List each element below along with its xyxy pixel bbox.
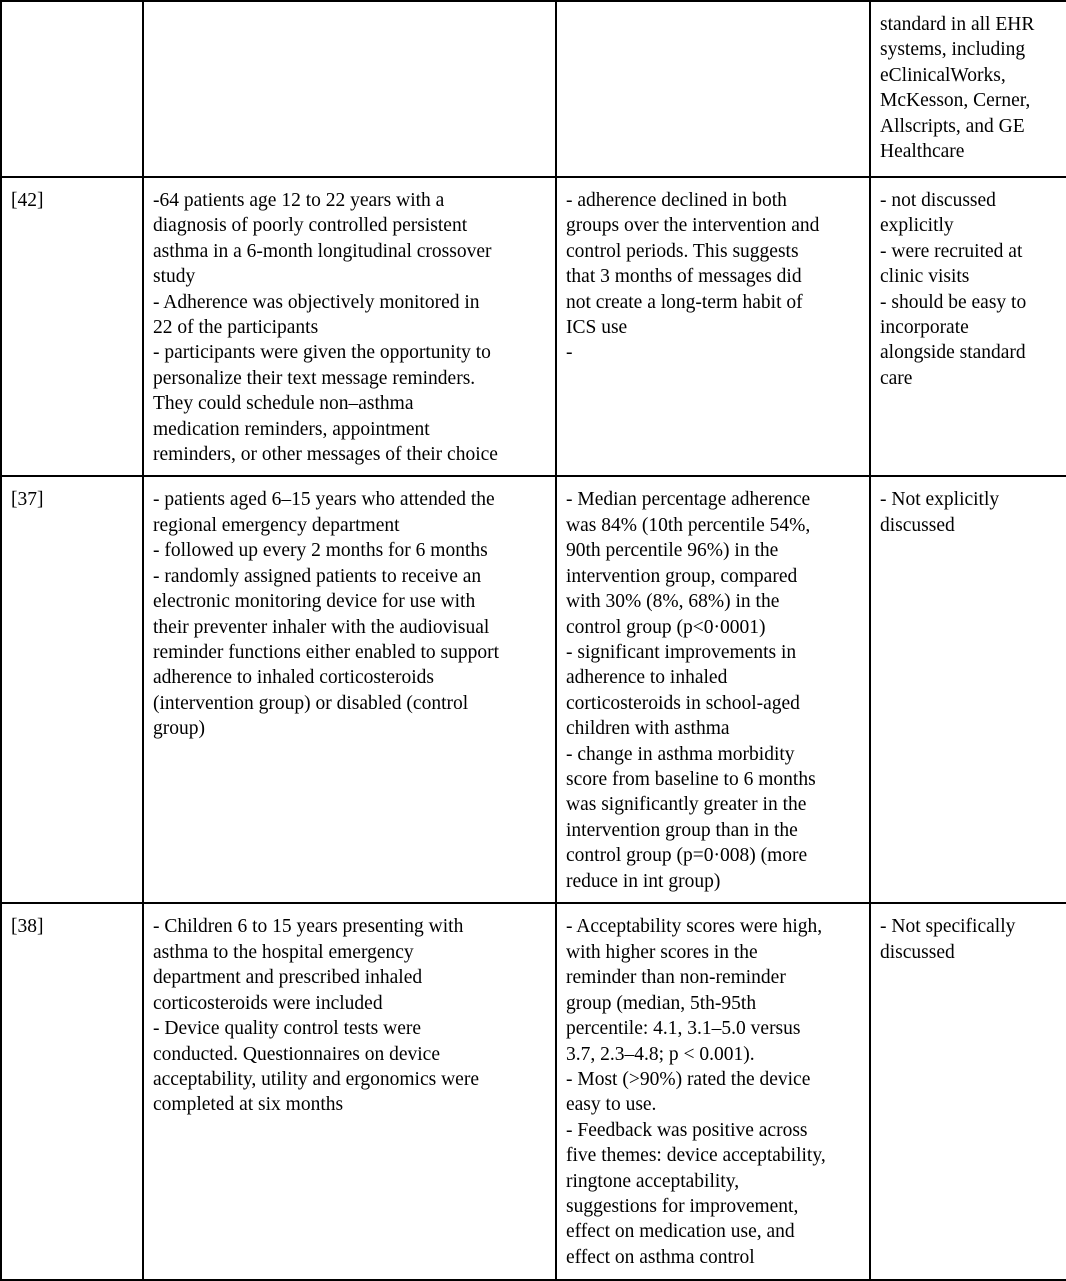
cell-text-line: (intervention group) or disabled (control xyxy=(153,692,469,714)
integration-cell xyxy=(870,476,1066,903)
cell-text-line: - patients aged 6–15 years who attended the xyxy=(153,489,495,511)
table-row xyxy=(1,177,1066,476)
cell-text-line: acceptability, utility and ergonomics were xyxy=(153,1068,479,1090)
cell-text-line: completed at six months xyxy=(153,1094,344,1116)
reference-cell xyxy=(1,903,143,1280)
cell-text-line: asthma in a 6-month longitudinal crossover xyxy=(153,240,492,262)
cell-text-line: - not discussed xyxy=(880,190,996,211)
cell-text-line: 90th percentile 96%) in the xyxy=(566,540,779,562)
cell-text-line: medication reminders, appointment xyxy=(153,418,430,440)
cell-text-line: regional emergency department xyxy=(153,514,400,536)
cell-text-line: corticosteroids were included xyxy=(153,992,383,1014)
reference-cell xyxy=(1,476,143,903)
cell-text-line: was significantly greater in the xyxy=(566,794,807,816)
cell-text-line: -64 patients age 12 to 22 years with a xyxy=(153,190,445,211)
cell-text-line: study xyxy=(153,266,196,288)
cell-text-line: adherence to inhaled xyxy=(566,667,728,689)
reference-label: [37] xyxy=(11,489,44,511)
cell-text-line: was 84% (10th percentile 54%, xyxy=(566,514,811,536)
cell-text-line: - significant improvements in xyxy=(566,641,797,663)
cell-text-line: corticosteroids in school-aged xyxy=(566,692,800,714)
cell-text-line: - randomly assigned patients to receive an xyxy=(153,565,482,587)
cell-text-line: intervention group, compared xyxy=(566,565,798,587)
cell-text-line: reminders, or other messages of their choice xyxy=(153,444,498,466)
cell-text-line: incorporate xyxy=(880,317,969,339)
cell-text-line: electronic monitoring device for use with xyxy=(153,591,476,613)
cell-text-line: children with asthma xyxy=(566,718,730,740)
population-cell xyxy=(143,903,556,1280)
integration-cell xyxy=(870,903,1066,1280)
cell-text-line: - Children 6 to 15 years presenting with xyxy=(153,916,464,938)
cell-text-line: personalize their text message reminders. xyxy=(153,367,476,389)
cell-text-line: discussed xyxy=(880,514,955,536)
reference-cell xyxy=(1,177,143,476)
cell-text-line: Allscripts, and GE xyxy=(880,115,1025,137)
cell-text-line: control periods. This suggests xyxy=(566,240,799,262)
outcomes-cell xyxy=(556,177,870,476)
cell-text-line: conducted. Questionnaires on device xyxy=(153,1043,440,1065)
cell-text-line: Healthcare xyxy=(880,141,965,163)
cell-text-line: - Acceptability scores were high, xyxy=(566,916,823,938)
cell-text-line: suggestions for improvement, xyxy=(566,1195,799,1217)
cell-text-line: - Not explicitly xyxy=(880,489,1000,511)
cell-text-line: standard in all EHR xyxy=(880,14,1035,35)
cell-text-line: - adherence declined in both xyxy=(566,190,787,211)
cell-text-line: asthma to the hospital emergency xyxy=(153,941,414,963)
cell-text-line: control group (p<0·0001) xyxy=(566,616,766,638)
cell-text-line: reminder than non-reminder xyxy=(566,967,786,989)
outcomes-cell xyxy=(556,476,870,903)
cell-text-line: - change in asthma morbidity xyxy=(566,743,795,765)
outcomes-cell xyxy=(556,1,870,177)
cell-text-line: reminder functions either enabled to support xyxy=(153,641,500,663)
reference-label: [42] xyxy=(11,190,44,211)
cell-text-line: score from baseline to 6 months xyxy=(566,768,816,790)
cell-text-line: diagnosis of poorly controlled persistent xyxy=(153,215,468,237)
population-cell xyxy=(143,177,556,476)
cell-text-line: ringtone acceptability, xyxy=(566,1170,740,1192)
cell-text-line: explicitly xyxy=(880,215,954,237)
cell-text-line: group (median, 5th-95th xyxy=(566,992,757,1014)
cell-text-line: - should be easy to xyxy=(880,291,1027,313)
cell-text-line: care xyxy=(880,367,913,389)
cell-text-line: - participants were given the opportunity to xyxy=(153,342,491,364)
cell-text-line: alongside standard xyxy=(880,342,1026,364)
cell-text-line: - xyxy=(566,342,573,364)
cell-text-line: - followed up every 2 months for 6 months xyxy=(153,540,488,562)
cell-text-line: group) xyxy=(153,718,205,740)
cell-text-line: eClinicalWorks, xyxy=(880,64,1006,86)
population-cell xyxy=(143,1,556,177)
cell-text-line: control group (p=0·008) (more xyxy=(566,845,808,867)
outcomes-cell xyxy=(556,903,870,1280)
cell-text-line: McKesson, Cerner, xyxy=(880,90,1031,112)
cell-text-line: department and prescribed inhaled xyxy=(153,967,423,989)
cell-text-line: clinic visits xyxy=(880,266,970,288)
cell-text-line: their preventer inhaler with the audiovisual xyxy=(153,616,490,638)
cell-text-line: easy to use. xyxy=(566,1094,657,1116)
cell-text-line: They could schedule non–asthma xyxy=(153,393,414,415)
cell-text-line: with 30% (8%, 68%) in the xyxy=(566,591,780,613)
cell-text-line: that 3 months of messages did xyxy=(566,266,802,288)
cell-text-line: 22 of the participants xyxy=(153,317,319,339)
table-row xyxy=(1,1,1066,177)
cell-text-line: with higher scores in the xyxy=(566,941,758,963)
cell-text-line: - were recruited at xyxy=(880,240,1023,262)
table-row xyxy=(1,476,1066,903)
cell-text-line: intervention group than in the xyxy=(566,819,798,841)
cell-text-line: five themes: device acceptability, xyxy=(566,1145,826,1167)
cell-text-line: percentile: 4.1, 3.1–5.0 versus xyxy=(566,1018,801,1040)
cell-text-line: effect on asthma control xyxy=(566,1246,755,1268)
table-row xyxy=(1,903,1066,1280)
cell-text-line: - Feedback was positive across xyxy=(566,1119,808,1141)
cell-text-line: groups over the intervention and xyxy=(566,215,820,237)
cell-text-line: - Median percentage adherence xyxy=(566,489,811,511)
cell-text-line: - Adherence was objectively monitored in xyxy=(153,291,480,313)
integration-cell xyxy=(870,177,1066,476)
cell-text-line: effect on medication use, and xyxy=(566,1221,795,1243)
cell-text-line: - Device quality control tests were xyxy=(153,1018,422,1040)
cell-text-line: systems, including xyxy=(880,39,1026,61)
population-cell xyxy=(143,476,556,903)
cell-text-line: reduce in int group) xyxy=(566,870,721,892)
cell-text-line: ICS use xyxy=(566,317,628,339)
reference-label: [38] xyxy=(11,916,44,938)
cell-text-line: - Not specifically xyxy=(880,916,1016,938)
cell-text-line: 3.7, 2.3–4.8; p < 0.001). xyxy=(566,1043,755,1065)
integration-cell xyxy=(870,1,1066,177)
reference-cell xyxy=(1,1,143,177)
cell-text-line: adherence to inhaled corticosteroids xyxy=(153,667,435,689)
cell-text-line: not create a long-term habit of xyxy=(566,291,803,313)
cell-text-line: discussed xyxy=(880,941,955,963)
cell-text-line: - Most (>90%) rated the device xyxy=(566,1068,811,1090)
